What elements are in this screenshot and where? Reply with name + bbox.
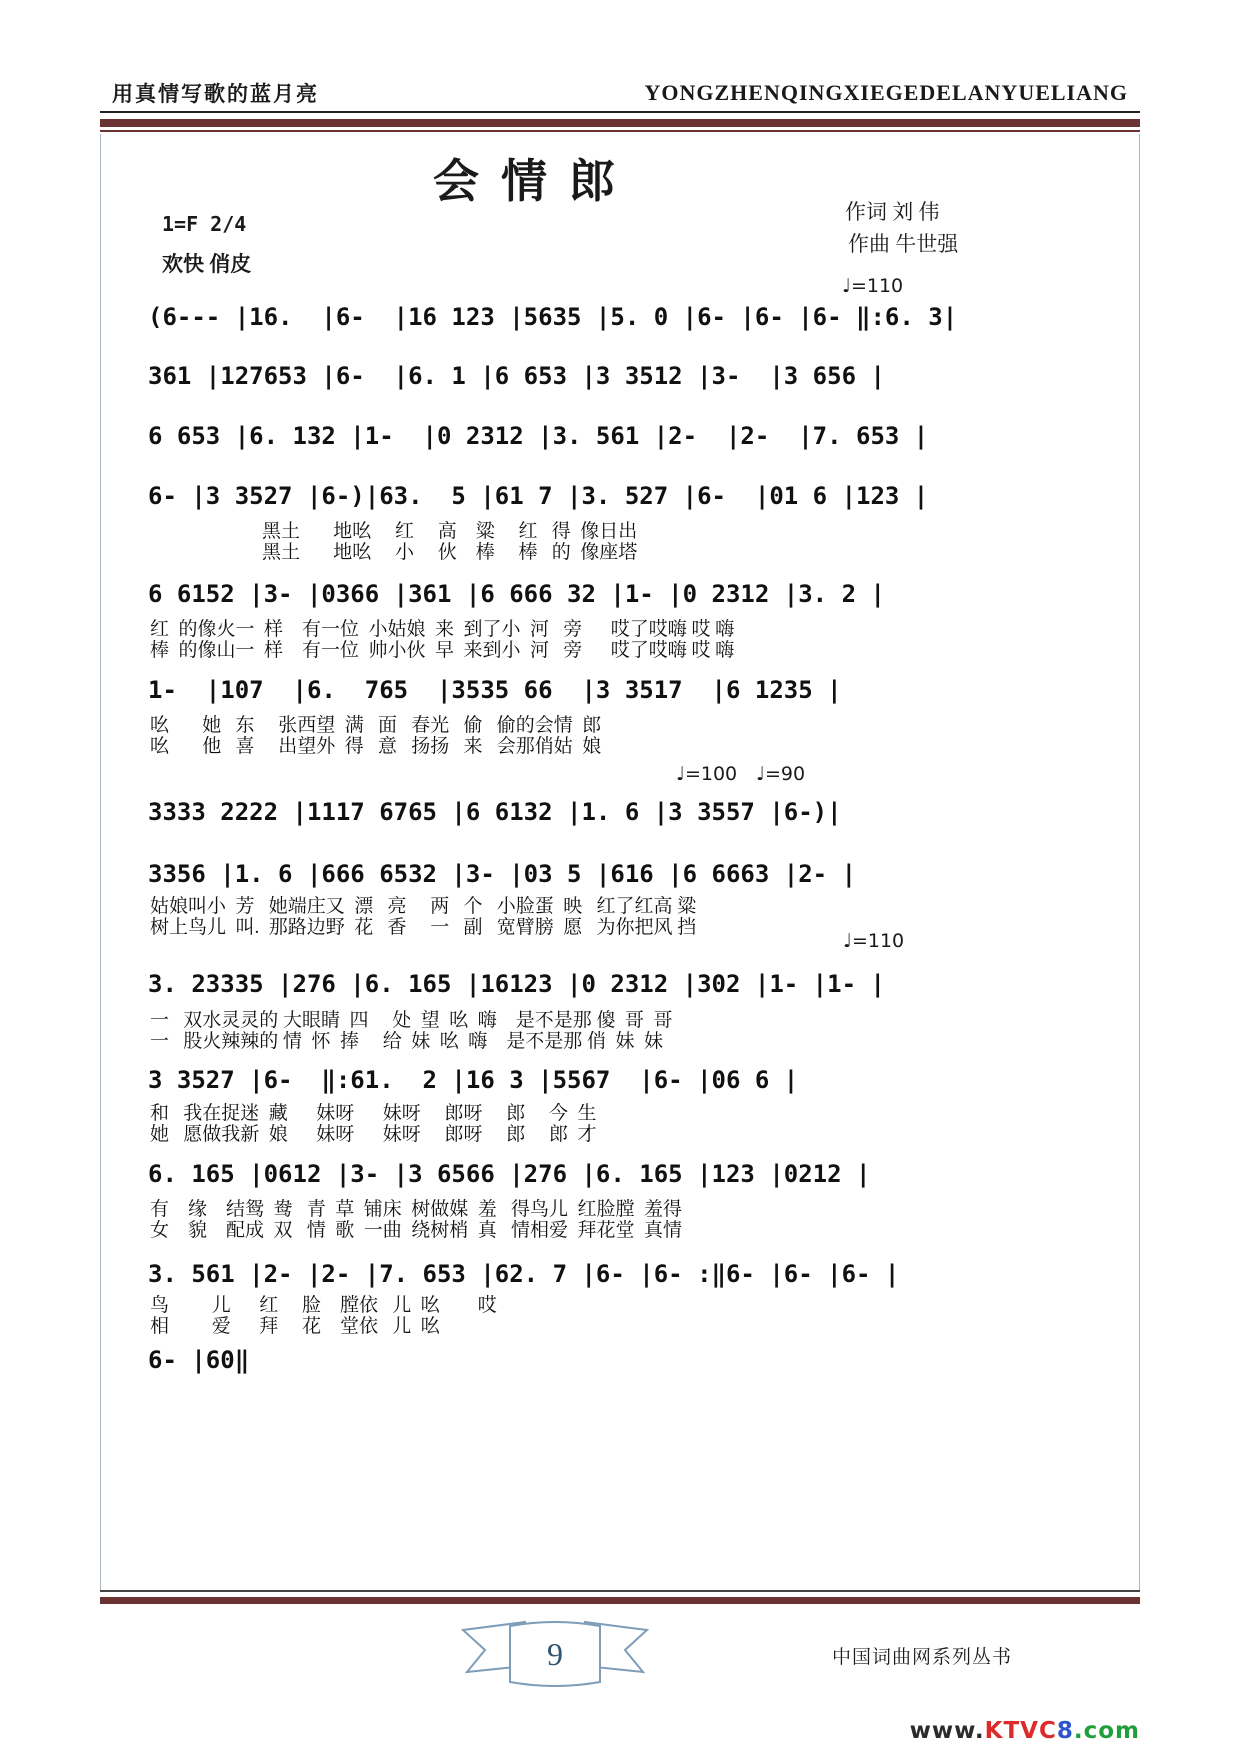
notation-line: 6 653 |6. 132 |1- |0 2312 |3. 561 |2- |2- |7. 653 |: [148, 422, 929, 450]
lyric-line-verse1: 有 缘 结鸳 鸯 青 草 铺床 树做媒 羞 得鸟儿 红脸膛 羞得: [150, 1199, 683, 1220]
lyric-line-verse1: 一 双水灵灵的 大眼睛 四 处 望 吆 嗨 是不是那 傻 哥 哥: [150, 1010, 673, 1031]
notation-line: 6 6152 |3- |0366 |361 |6 666 32 |1- |0 2312 |3. 2 |: [148, 580, 885, 608]
lyricist-credit: 作词 刘 伟: [845, 200, 940, 224]
tempo-mark-90: ♩=90: [756, 763, 806, 785]
lyric-line-verse1: 黑土 地吆 红 高 粱 红 得 像日出: [262, 521, 638, 542]
lyric-line-verse1: 姑娘叫小 芳 她端庄又 漂 亮 两 个 小脸蛋 映 红了红高 粱: [150, 896, 697, 917]
notation-line: 361 |127653 |6- |6. 1 |6 653 |3 3512 |3- |3 656 |: [148, 362, 885, 390]
tempo-mark-110-2: ♩=110: [843, 930, 905, 952]
notation-line: 3. 23335 |276 |6. 165 |16123 |0 2312 |302 |1- |1- |: [148, 970, 885, 998]
lyric-line-verse1: 鸟 儿 红 脸 膛依 儿 吆 哎: [150, 1295, 497, 1316]
page-frame-left: [100, 134, 101, 1590]
watermark-url: [905, 1718, 1140, 1744]
lyric-line-verse2: 树上鸟儿 叫. 那路边野 花 香 一 副 宽臂膀 愿 为你把风 挡: [150, 917, 697, 938]
header-rule-maroon-thin: [100, 130, 1140, 132]
watermark-www: www.: [909, 1718, 985, 1744]
page-number: 9: [547, 1636, 563, 1672]
footer-rule-maroon: [100, 1597, 1140, 1604]
notation-line: 6- |3 3527 |6-)|63. 5 |61 7 |3. 527 |6- |01 6 |123 |: [148, 482, 929, 510]
notation-line: (6--- |16. |6- |16 123 |5635 |5. 0 |6- |6- |6- ‖:6. 3|: [148, 303, 958, 331]
expression-marking: 欢快 俏皮: [162, 252, 252, 276]
header-book-title: 用真情写歌的蓝月亮: [112, 82, 319, 106]
lyric-line-verse2: 女 貌 配成 双 情 歌 一曲 绕树梢 真 情相爱 拜花堂 真情: [150, 1220, 683, 1241]
lyric-line-verse1: 红 的像火一 样 有一位 小姑娘 来 到了小 河 旁 哎了哎嗨 哎 嗨: [150, 619, 735, 640]
song-title: 会情郎: [433, 156, 637, 207]
notation-line: 6- |60‖: [148, 1346, 250, 1374]
notation-line: 3. 561 |2- |2- |7. 653 |62. 7 |6- |6- :‖6- |6- |6- |: [148, 1260, 900, 1288]
key-time-signature: 1=F 2/4: [162, 212, 247, 236]
lyric-line-verse1: 和 我在捉迷 藏 妹呀 妹呀 郎呀 郎 今 生: [150, 1103, 597, 1124]
watermark-com: .com: [1073, 1718, 1140, 1744]
header-rule-thin: [100, 111, 1140, 113]
composer-credit: 作曲 牛世强: [848, 232, 959, 256]
lyric-line-verse2: 棒 的像山一 样 有一位 帅小伙 早 来到小 河 旁 哎了哎嗨 哎 嗨: [150, 640, 735, 661]
tempo-mark-110: ♩=110: [842, 275, 904, 297]
watermark-ktvc: KTVC: [984, 1718, 1057, 1744]
series-title: 中国词曲网系列丛书: [832, 1647, 1013, 1668]
watermark-eight: 8: [1056, 1718, 1074, 1744]
lyric-line-verse2: 黑土 地吆 小 伙 棒 棒 的 像座塔: [262, 542, 638, 563]
lyric-line-verse2: 相 爱 拜 花 堂依 儿 吆: [150, 1316, 440, 1337]
notation-line: 3356 |1. 6 |666 6532 |3- |03 5 |616 |6 6663 |2- |: [148, 860, 857, 888]
footer-rule-thin: [100, 1590, 1140, 1592]
lyric-line-verse2: 一 股火辣辣的 情 怀 捧 给 妹 吆 嗨 是不是那 俏 妹 妹: [150, 1031, 664, 1052]
notation-line: 3333 2222 |1117 6765 |6 6132 |1. 6 |3 3557 |6-)|: [148, 798, 842, 826]
notation-line: 6. 165 |0612 |3- |3 6566 |276 |6. 165 |123 |0212 |: [148, 1160, 871, 1188]
header-rule-maroon: [100, 119, 1140, 127]
lyric-line-verse1: 吆 她 东 张西望 满 面 春光 偷 偷的会情 郎: [150, 715, 602, 736]
page-number-ribbon: [455, 1610, 655, 1695]
tempo-mark-100: ♩=100: [676, 763, 738, 785]
notation-line: 3 3527 |6- ‖:61. 2 |16 3 |5567 |6- |06 6 |: [148, 1066, 799, 1094]
lyric-line-verse2: 吆 他 喜 出望外 得 意 扬扬 来 会那俏姑 娘: [150, 736, 602, 757]
header-pinyin-title: YONGZHENQINGXIEGEDELANYUELIANG: [644, 80, 1128, 105]
lyric-line-verse2: 她 愿做我新 娘 妹呀 妹呀 郎呀 郎 郎 才: [150, 1124, 597, 1145]
page-frame-right: [1139, 134, 1140, 1590]
notation-line: 1- |107 |6. 765 |3535 66 |3 3517 |6 1235 |: [148, 676, 842, 704]
